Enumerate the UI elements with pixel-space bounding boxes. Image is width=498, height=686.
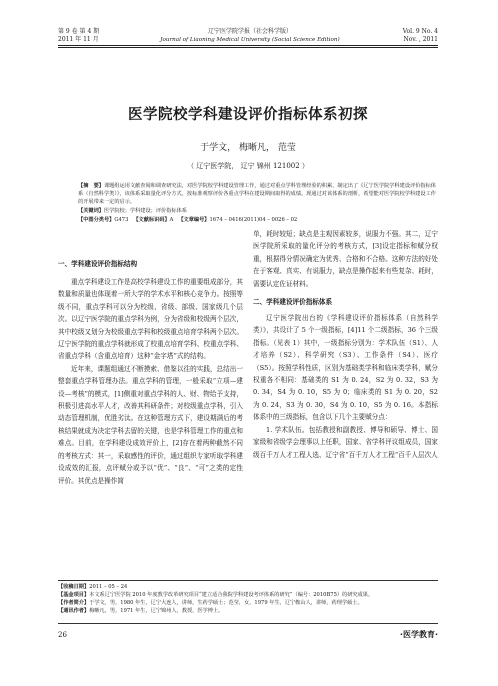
paragraph: 近年来，课题组通过不断摸索、借鉴以往的实践，总结出一整套重点学科管理办法。重点学科的管理，一般采取“立项—建设—考核”的模式，[1]侧重对重点学科的人、财、物给予支持，积极引进高水平人才，改善其科研条件；对校级重点学科，引入动态管理机制，优胜劣汰。在这种管理方式下，建设期满后的考核结果就成为决定学科去留的关键，也是学科管理工作的重点和难点。目前，在学科建设成效评价上，[2]存在着两种截然不同的考核方式：其一，采取感性的评价，通过组织专家听取学科建设成效的汇报，点评赋分或予以“优”、“良”、“可”之类的定性评价。其优点是操作简 [58,364,243,485]
section-1-heading: 一、学科建设评价指标结构 [58,260,138,268]
doc-code-value: A [169,217,174,223]
article-authors: 于学文， 梅晰凡， 范莹 [200,143,296,153]
paragraph: 辽宁医学院出台的《学科建设评价指标体系（自然科学类）》，共设计了 5 个一级指标，[4]11 个二级指标，36 个三级指标。（见表 1）其中，一级指标分别为：学术队伍（S1）、人才培养（S2）、科学研究（S3）、工作条件（S4）、医疗（S5）。按照学科性质，区别为基础类学科和临床类学科，赋分权重各不相同：基础类的 S1 为 0. 24，S2 为 0. 32，S3 为 0. 34，S4 为 0. 10，S5 为 0；临床类的 S1 为 0. 20，S2 为 0. 24，S3 为 0. 30，S4 为 0. 10，S5 为 0. 16。本指标体系中的三级指标，包含以下几个主要赋分点： [253,314,438,422]
right-column [253,228,438,461]
footnote-rule [58,580,438,581]
paragraph: 单，耗时较短；缺点是主观因素较多，说服力不强。其二，辽宁医学院所采取的量化评分的考核方式，[3]设定指标和赋分权重，根据得分情况确定为优秀、合格和不合格。这种方法的好处在于客观、真实、有说服力，缺点是操作起来有些复杂、耗时，需要认定佐证材料。 [253,230,438,288]
fund-info: 【基金项目】本文系辽宁医学院 2010 年度教学改革研究项目“建立适合我院学科建设考评体系的研究”（编号：2010B75）的研究成果。 [58,592,374,598]
clc-label: 【中图分类号】 [78,217,115,223]
date-en: Nov. , 2011 [403,36,438,43]
doc-code-label: 【文献标识码】 [133,217,170,223]
issue-info-en [368,28,438,44]
keywords-text: 医学院校；学科建设；评价指标体系 [103,208,187,214]
paragraph: 重点学科建设工作是高校学科建设工作的重要组成部分，其数量和质量也体现着一所大学的学术水平和核心竞争力。按照等级不同，重点学科可以分为校级、省级、部级、国家级几个层次。以辽宁医学院的重点学科为例，分为省级和校级两个层次，其中校级又划分为校级重点学科和校级重点培育学科两个层次。辽宁医学院的重点学科就形成了校重点培育学科、校重点学科、省重点学科（含重点培育）这种“金字塔”式的结构。 [58,278,243,361]
issue-date: 2011 年 11 月 [58,36,99,43]
abstract-label: 【摘 要】 [78,183,104,189]
received-date: 【收稿日期】2011 – 05 – 24 [58,584,128,590]
paragraph: 1. 学术队伍。包括教授和副教授、博导和硕导、博士、国家级和省级学会理事以上任职，国家、省学科评议组成员，国家级百千万人才工程人选、辽宁省“百千万人才工程”百千人层次人 [253,425,438,459]
article-id-value: 1674 – 0416(2011)04 – 0026 – 02 [209,217,298,223]
keywords-label: 【关键词】 [78,208,104,214]
affiliation: （ 辽宁医学院， 辽宁 锦州 121002 ） [187,162,309,170]
issue-volume: 第 9 卷 第 4 期 [58,28,100,35]
author-bio: 【作者简介】于学文，男，1980 年生，辽宁大连人，讲师，生药学硕士；范莹，女，1979 年生，辽宁鞍山人，讲师，药理学硕士。 [58,600,363,606]
header-rule [58,45,438,46]
classification [78,216,297,224]
abstract-text: 课题组运用文献查阅和调查研究法，对医学院校学科建设管理工作，通过对重点学科管理经验的积累，制定出了《辽宁医学院学科建设评价指标体系（自然科学类）》，该体系采取量化评分方式，按标准观察评价各重点学科在建设期间取得的成绩。现通过对该体系的剖析，希望能对医学院校学科建设工作的开展带来一定的启示。 [78,183,436,205]
article-id-label: 【文章编号】 [178,217,210,223]
abstract [78,182,438,206]
volume-en: Vol. 9 No. 4 [402,28,438,35]
journal-section-tag: ·医学教育· [399,630,438,639]
footnotes [58,583,438,615]
journal-name-en: Journal of Liaoning Medical University (Social Science Edition) [160,37,340,43]
footnote-end-rule [58,623,438,624]
keywords [78,207,187,215]
corresponding-author: 【通讯作者】梅晰凡，男，1971 年生，辽宁锦州人，教授，医学博士。 [58,608,224,614]
page-number: 26 [58,631,67,639]
journal-name [150,28,350,44]
section-2-heading: 二、学科建设评价指标体系 [253,298,333,307]
left-column [58,258,243,487]
issue-info [58,28,99,44]
clc-value: G473 [114,217,129,223]
header-rule-2 [58,47,438,48]
journal-name-cn: 辽宁医学院学报（社会科学版） [207,28,292,35]
article-title: 医学院校学科建设评价指标体系初探 [128,107,368,123]
